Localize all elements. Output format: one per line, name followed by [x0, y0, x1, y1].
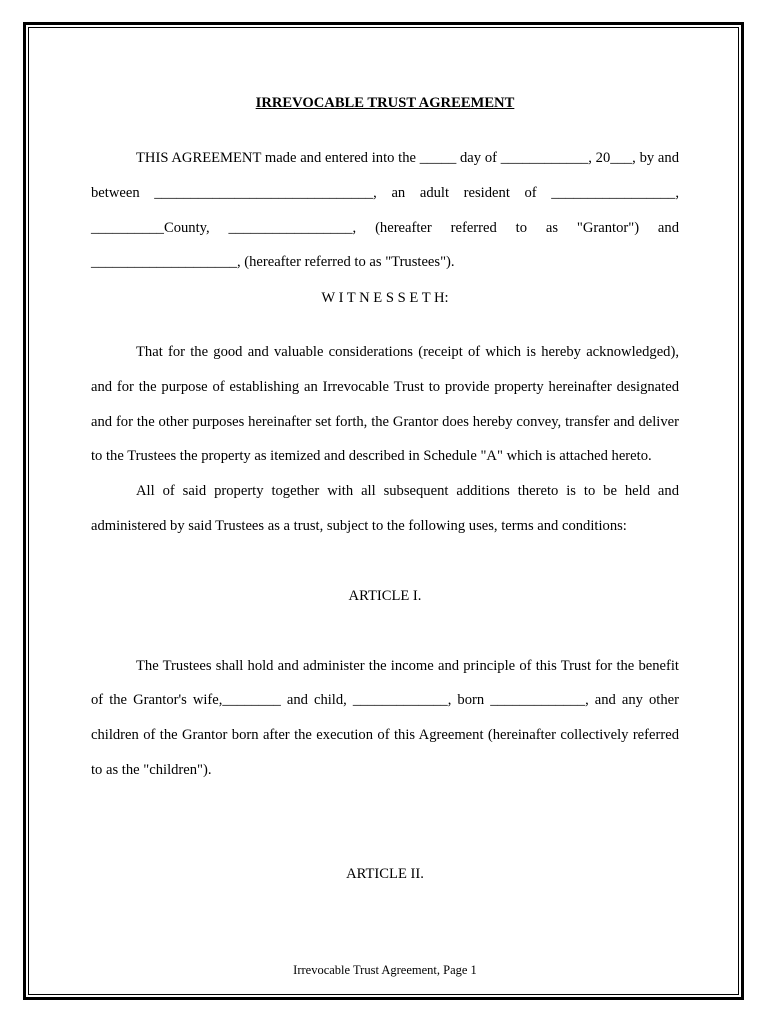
- article-2-heading: ARTICLE II.: [346, 865, 424, 882]
- page-footer: Irrevocable Trust Agreement, Page 1: [293, 963, 477, 977]
- document-title: IRREVOCABLE TRUST AGREEMENT: [255, 95, 515, 111]
- opening-paragraph: THIS AGREEMENT made and entered into the _____ day of ____________, 20___, by and between ______________________________, an adult resident of _________________, __________County, _________________, (hereafter referred to as "Grantor") and ____________________, (hereafter referred to as "Trustees").: [91, 150, 679, 271]
- witnesseth-heading: W I T N E S S E T H:: [321, 290, 449, 307]
- consideration-paragraph: That for the good and valuable considerations (receipt of which is hereby acknowledged), and for the purpose of establishing an Irrevocable Trust to provide property hereinafter designated and for the other purposes hereinafter set forth, the Grantor does hereby convey, transfer and deliver to the Trustees the property as itemized and described in Schedule "A" which is attached hereto.: [91, 343, 679, 465]
- article-1-paragraph: The Trustees shall hold and administer the income and principle of this Trust for the benefit of the Grantor's wife,________ and child, _____________, born _____________, and any other children of the Grantor born after the execution of this Agreement (hereinafter collectively referred to as the "children").: [91, 657, 679, 778]
- property-paragraph: All of said property together with all subsequent additions thereto is to be held and administered by said Trustees as a trust, subject to the following uses, terms and conditions:: [91, 483, 679, 534]
- document-body: [91, 92, 679, 892]
- article-1-heading: ARTICLE I.: [348, 587, 422, 604]
